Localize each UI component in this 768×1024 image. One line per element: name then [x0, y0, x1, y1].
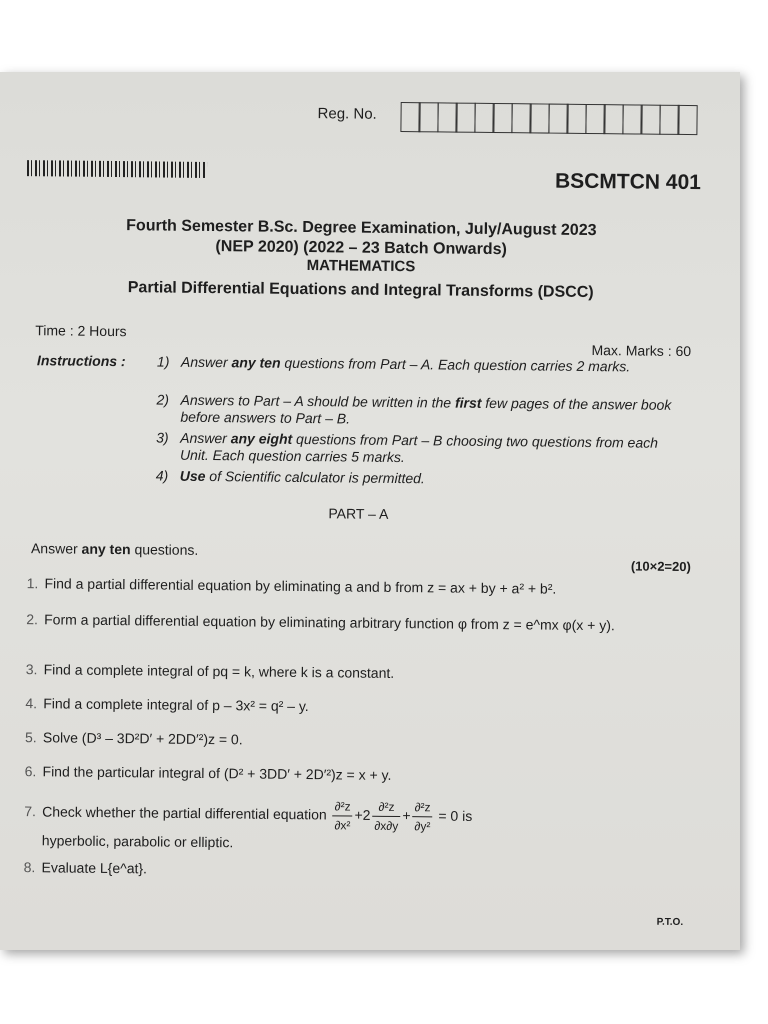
question-item: 8. Evaluate L{e^at}.: [23, 859, 148, 877]
instruction-item: 3) Answer any eight questions from Part – B choosing two questions from each Unit. Each question carries 5 marks.: [156, 429, 659, 466]
reg-no-label: Reg. No.: [317, 105, 377, 123]
question-item: 6. Find the particular integral of (D² + 3DD′ + 2D′²)z = x + y.: [24, 763, 392, 783]
part-a-instruction: Answer any ten questions.: [30, 540, 199, 558]
subject: MATHEMATICS: [306, 257, 416, 276]
instruction-item: 2) Answers to Part – A should be written in the first few pages of the answer book before answers to Part – B.: [156, 391, 672, 427]
time-duration: Time : 2 Hours: [35, 322, 127, 340]
pde-term: $\frac{\text{∂²z}}{\text{∂y²}}$: [412, 798, 432, 835]
instruction-item: 4) Use of Scientific calculator is permitted.: [155, 467, 425, 487]
exam-title: Fourth Semester B.Sc. Degree Examination, July/August 2023: [126, 217, 597, 240]
pto-label: P.T.O.: [656, 916, 684, 929]
instructions-label: Instructions :: [36, 352, 126, 370]
max-marks: Max. Marks : 60: [591, 342, 692, 360]
paper-title: Partial Differential Equations and Integral Transforms (DSCC): [127, 279, 594, 302]
question-item: 4. Find a complete integral of p – 3x² = q² – y.: [25, 695, 309, 715]
part-a-heading: PART – A: [328, 505, 389, 522]
question-item: 5. Solve (D³ – 3D²D′ + 2DD′²)z = 0.: [24, 729, 243, 748]
question-item: 2. Form a partial differential equation by eliminating arbitrary function φ from z = e^mx φ(x + y).: [26, 611, 615, 634]
question-item: 7. Check whether the partial differential equation $\frac{\text{∂²z}}{\text{∂x²}}$ +2 $\frac{\text{∂²z}}{\partial x\partial y}$ + $\frac{\text{∂²z}}{\text{∂y²}}$ = 0 is hyperbolic, parabolic or elliptic.: [24, 794, 685, 856]
course-code: BSCMTCN 401: [554, 169, 701, 195]
barcode: [27, 160, 207, 178]
question-item: 1. Find a partial differential equation by eliminating a and b from z = ax + by + a² + b².: [26, 575, 557, 597]
instruction-item: 1) Answer any ten questions from Part – A. Each question carries 2 marks.: [156, 353, 631, 375]
part-a-marks: (10×2=20): [630, 558, 691, 575]
reg-no-boxes: [401, 102, 697, 135]
exam-batch: (NEP 2020) (2022 – 23 Batch Onwards): [215, 238, 507, 259]
exam-page: [9, 72, 708, 949]
pde-term: $\frac{\text{∂²z}}{\partial x\partial y}$: [372, 798, 400, 835]
question-item: 3. Find a complete integral of pq = k, where k is a constant.: [25, 661, 395, 681]
pde-term: $\frac{\text{∂²z}}{\text{∂x²}}$: [332, 797, 352, 834]
